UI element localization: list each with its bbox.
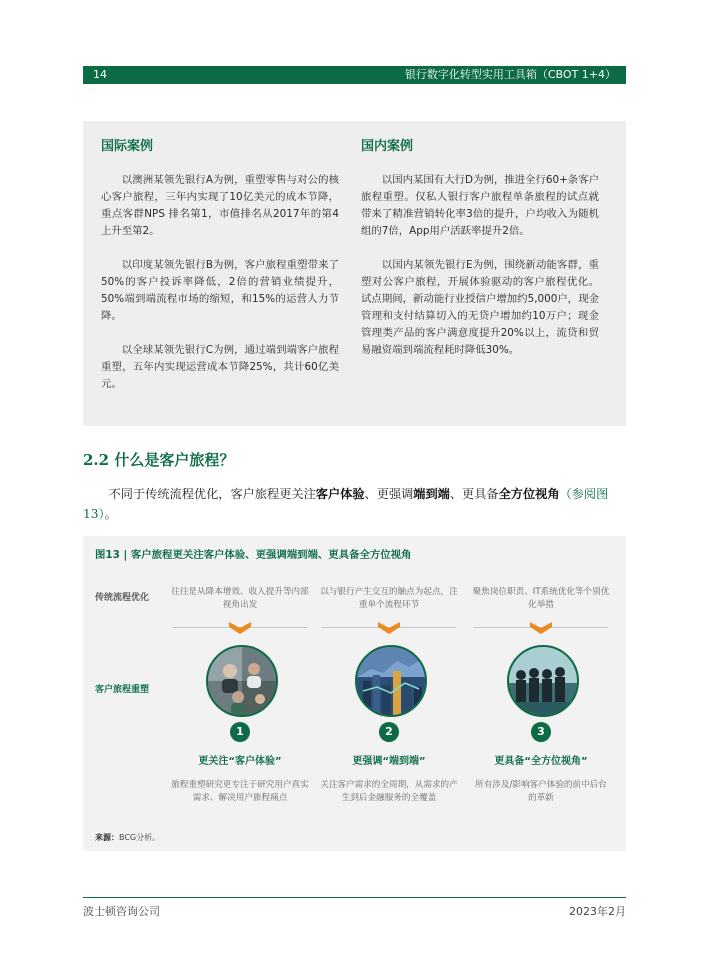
- source-text: BCG分析。: [119, 833, 161, 842]
- intro-emphasis: 客户体验: [315, 487, 365, 501]
- case-paragraph: 以印度某领先银行B为例，客户旅程重塑带来了50%的客户投诉率降低，2倍的营销业绩提升，50%端到端流程市场的缩短，和15%的运营人力节降。: [101, 259, 339, 322]
- case-paragraph: 以国内某国有大行D为例，推进全行60+条客户旅程重塑。仅私人银行客户旅程单条旅程的试点就带来了精准营销转化率3倍的提升，户均收入为随机组的7倍，App用户活跃率提升2倍。: [361, 174, 599, 237]
- footer-divider: [83, 897, 626, 898]
- chevron-down-icon: [228, 621, 252, 635]
- case-paragraph: 以国内某领先银行E为例，围绕新动能客群，重塑对公客户旅程，开展体验驱动的客户旅程优化。试点期间，新动能行业授信户增加约5,000户，现金管理和支付结算切入的无贷户增加约10万户；现金管理类产品的客户满意度提升20%以上，流贷和贸易融资端到端流程耗时降低30%。: [361, 259, 599, 356]
- figure-13: [83, 536, 626, 851]
- intro-text: 、更强调: [364, 487, 414, 501]
- case-paragraph: 以澳洲某领先银行A为例，重塑零售与对公的核心客户旅程，三年内实现了10亿美元的成本节降，重点客群NPS 排名第1，市值排名从2017年的第4上升至第2。: [101, 174, 339, 237]
- traditional-description: 聚焦岗位职责、IT系统优化等个别优化举措: [472, 587, 610, 610]
- row-label-customer-journey: 客户旅程重塑: [95, 685, 150, 695]
- domestic-heading: 国内案例: [361, 139, 414, 154]
- row-label-traditional: 传统流程优化: [95, 593, 150, 603]
- header-title: 银行数字化转型实用工具箱（CBOT 1+4）: [404, 68, 616, 81]
- people-photo-icon: [206, 645, 278, 717]
- column-description: 旅程重塑研究更专注于研究用户真实需求、解决用户旅程痛点: [171, 780, 309, 803]
- chevron-down-icon: [529, 621, 553, 635]
- traditional-description: 以与银行产生交互的触点为起点，注重单个流程环节: [320, 587, 458, 610]
- team-silhouette-photo-icon: [507, 645, 579, 717]
- traditional-description: 往往是从降本增效、收入提升等内部视角出发: [171, 587, 309, 610]
- column-title: 更强调“端到端”: [352, 756, 426, 767]
- step-number-badge: 3: [531, 722, 551, 742]
- intro-emphasis: 端到端: [413, 487, 450, 501]
- page-number: 14: [93, 68, 107, 81]
- chevron-down-icon: [377, 621, 401, 635]
- column-title: 更具备“全方位视角”: [494, 756, 588, 767]
- intro-paragraph: [83, 484, 626, 524]
- figure-title: 图13 | 客户旅程更关注客户体验、更强调端到端、更具备全方位视角: [95, 549, 412, 561]
- figure-source: [95, 832, 160, 843]
- case-studies-panel: [83, 121, 626, 426]
- intro-text: 。: [104, 507, 117, 521]
- city-skyline-photo-icon: [355, 645, 427, 717]
- footer-date: 2023年2月: [569, 905, 626, 918]
- footer-publisher: 波士顿咨询公司: [83, 905, 160, 918]
- step-number-badge: 2: [379, 722, 399, 742]
- column-description: 所有涉及/影响客户体验的前中后台的革新: [475, 780, 607, 803]
- step-number-badge: 1: [230, 722, 250, 742]
- case-paragraph: 以全球某领先银行C为例，通过端到端客户旅程重塑，五年内实现运营成本节降25%，共计60亿美元。: [101, 344, 339, 390]
- section-title: 2.2 什么是客户旅程？: [83, 451, 235, 469]
- intro-text: 不同于传统流程优化，客户旅程更关注: [108, 487, 316, 501]
- header-bar: [83, 66, 626, 84]
- intro-text: 、更具备: [449, 487, 499, 501]
- source-label: 来源：: [95, 833, 119, 842]
- international-heading: 国际案例: [101, 139, 154, 154]
- figure-reference: （参阅图13）: [83, 487, 609, 521]
- column-description: 关注客户需求的全周期，从需求的产生到后金融服务的全覆盖: [320, 780, 458, 803]
- column-title: 更关注“客户体验”: [198, 756, 282, 767]
- intro-emphasis: 全方位视角: [498, 487, 560, 501]
